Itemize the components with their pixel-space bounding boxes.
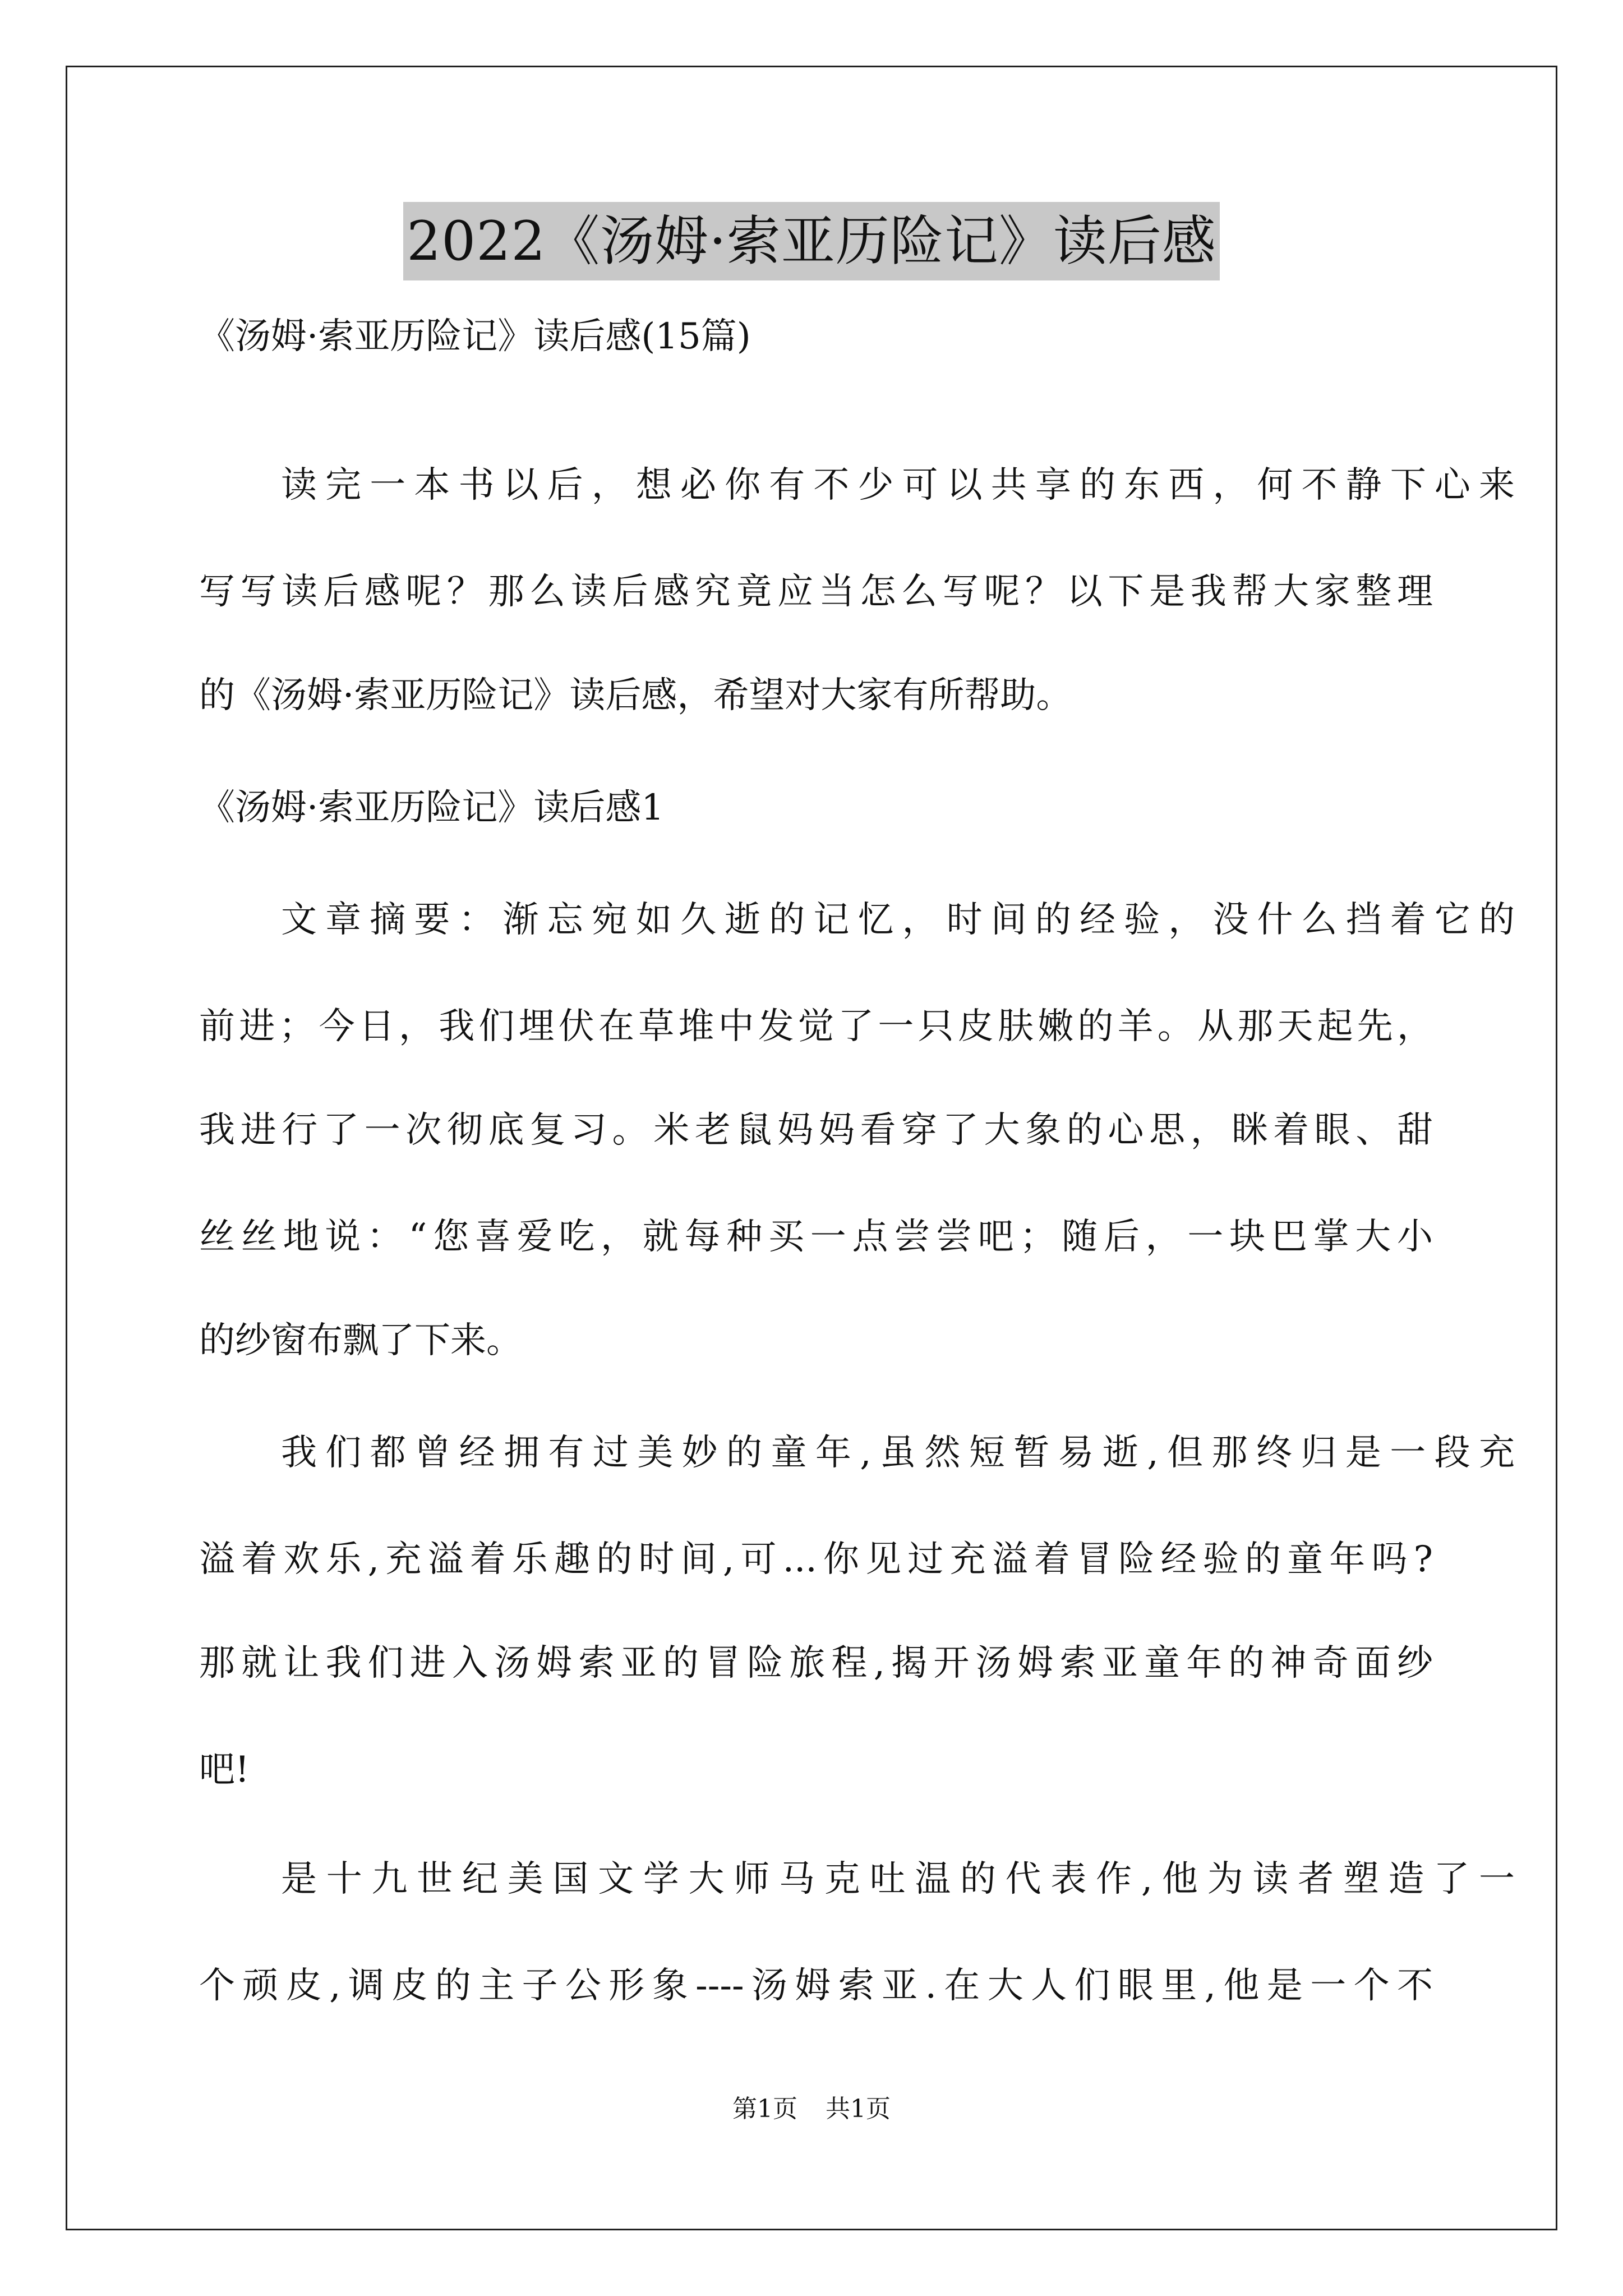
intro-line: 读完一本书以后，想必你有不少可以共享的东西，何不静下心来: [281, 464, 1515, 506]
paragraph-line: 那就让我们进入汤姆索亚的冒险旅程,揭开汤姆索亚童年的神奇面纱: [199, 1642, 1433, 1684]
paragraph-line: 丝丝地说：“您喜爱吃，就每种买一点尝尝吧；随后，一块巴掌大小: [199, 1216, 1433, 1258]
paragraph-line: 个顽皮,调皮的主子公形象----汤姆索亚.在大人们眼里,他是一个不: [199, 1965, 1433, 2007]
paragraph-line: 前进；今日，我们埋伏在草堆中发觉了一只皮肤嫩的羊。从那天起先，: [199, 1006, 1433, 1047]
paragraph-line: 我们都曾经拥有过美妙的童年,虽然短暂易逝,但那终归是一段充: [281, 1432, 1515, 1474]
document-subtitle: 《汤姆·索亚历险记》读后感(15篇): [199, 316, 751, 357]
paragraph-line: 吧!: [199, 1749, 250, 1791]
paragraph-line: 我进行了一次彻底复习。米老鼠妈妈看穿了大象的心思，眯着眼、甜: [199, 1110, 1433, 1151]
paragraph-line: 的纱窗布飘了下来。: [199, 1320, 522, 1361]
page-footer: [0, 2092, 1623, 2126]
page-total: 共1页: [826, 2095, 891, 2123]
paragraph-line: 文章摘要：渐忘宛如久逝的记忆，时间的经验，没什么挡着它的: [281, 899, 1515, 941]
paragraph-line: 溢着欢乐,充溢着乐趣的时间,可...你见过充溢着冒险经验的童年吗?: [199, 1539, 1433, 1580]
section-heading: 《汤姆·索亚历险记》读后感1: [199, 787, 665, 829]
document-title: 2022《汤姆·索亚历险记》读后感: [403, 202, 1220, 280]
page-number: 第1页: [732, 2095, 797, 2123]
paragraph-line: 是十九世纪美国文学大师马克吐温的代表作,他为读者塑造了一: [281, 1858, 1515, 1900]
title-container: [0, 202, 1623, 280]
intro-line: 的《汤姆·索亚历险记》读后感，希望对大家有所帮助。: [199, 675, 1072, 716]
intro-line: 写写读后感呢？那么读后感究竟应当怎么写呢？以下是我帮大家整理: [199, 571, 1433, 613]
